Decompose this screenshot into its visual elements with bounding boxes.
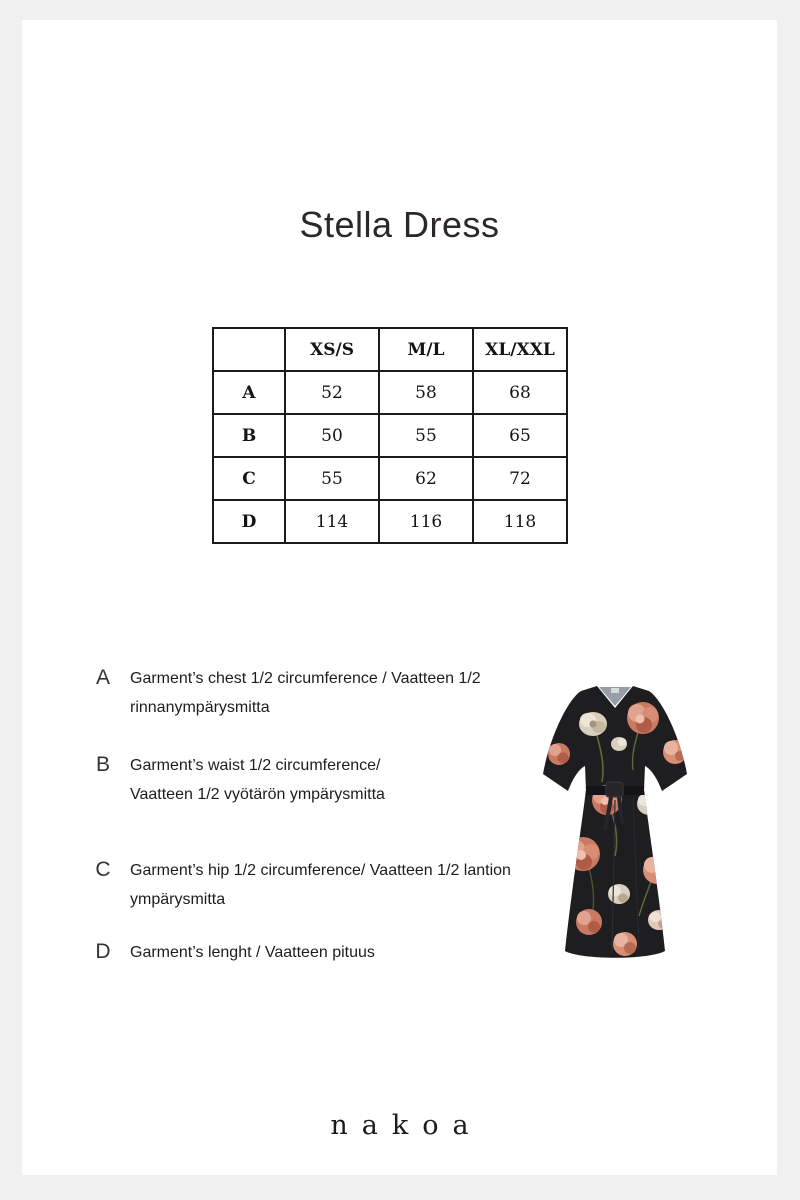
legend-text-line: Garment’s hip 1/2 circumference/ Vaatteen 1/2 lantion [130, 862, 511, 879]
measurement-cell: 118 [473, 500, 567, 543]
legend-text-line: Garment’s lenght / Vaatteen pituus [130, 944, 375, 961]
row-label: A [213, 371, 285, 414]
size-table-corner-cell [213, 328, 285, 371]
legend-text-line: ympärysmitta [130, 891, 226, 908]
measurement-cell: 65 [473, 414, 567, 457]
legend-letter: D [95, 940, 111, 963]
row-label: D [213, 500, 285, 543]
size-column-header: M/L [379, 328, 473, 371]
measurement-cell: 114 [285, 500, 379, 543]
measurement-cell: 52 [285, 371, 379, 414]
measurement-cell: 116 [379, 500, 473, 543]
legend-text-line: Garment’s waist 1/2 circumference/ [130, 757, 381, 774]
table-row [213, 500, 567, 543]
size-table-header-row [213, 328, 567, 371]
page-title: Stella Dress [299, 204, 500, 245]
legend-item-d [86, 938, 526, 967]
legend-letter: C [95, 858, 111, 881]
legend-text [130, 856, 511, 914]
measurement-cell: 58 [379, 371, 473, 414]
legend-letter: A [95, 666, 110, 689]
legend-letter: B [95, 753, 110, 776]
size-guide-card [22, 20, 777, 1175]
table-row [213, 371, 567, 414]
legend-text-line: Garment’s chest 1/2 circumference / Vaatteen 1/2 [130, 670, 481, 687]
measurement-cell: 55 [379, 414, 473, 457]
size-column-header: XL/XXL [473, 328, 567, 371]
legend-item-b [86, 751, 526, 809]
floral-dress-illustration [515, 670, 715, 965]
size-column-header: XS/S [285, 328, 379, 371]
legend-text [130, 938, 375, 967]
measurement-cell: 72 [473, 457, 567, 500]
measurement-cell: 55 [285, 457, 379, 500]
size-table [212, 327, 568, 544]
legend-item-c [86, 856, 526, 914]
legend-text [130, 751, 385, 809]
dress-photo [515, 670, 715, 965]
row-label: B [213, 414, 285, 457]
legend-text [130, 664, 481, 722]
measurement-cell: 50 [285, 414, 379, 457]
legend-text-line: rinnanympärysmitta [130, 699, 270, 716]
table-row [213, 414, 567, 457]
measurement-cell: 62 [379, 457, 473, 500]
measurement-cell: 68 [473, 371, 567, 414]
row-label: C [213, 457, 285, 500]
brand-logo: nakoa [330, 1110, 483, 1141]
legend-text-line: Vaatteen 1/2 vyötärön ympärysmitta [130, 786, 385, 803]
table-row [213, 457, 567, 500]
legend-item-a [86, 664, 526, 722]
